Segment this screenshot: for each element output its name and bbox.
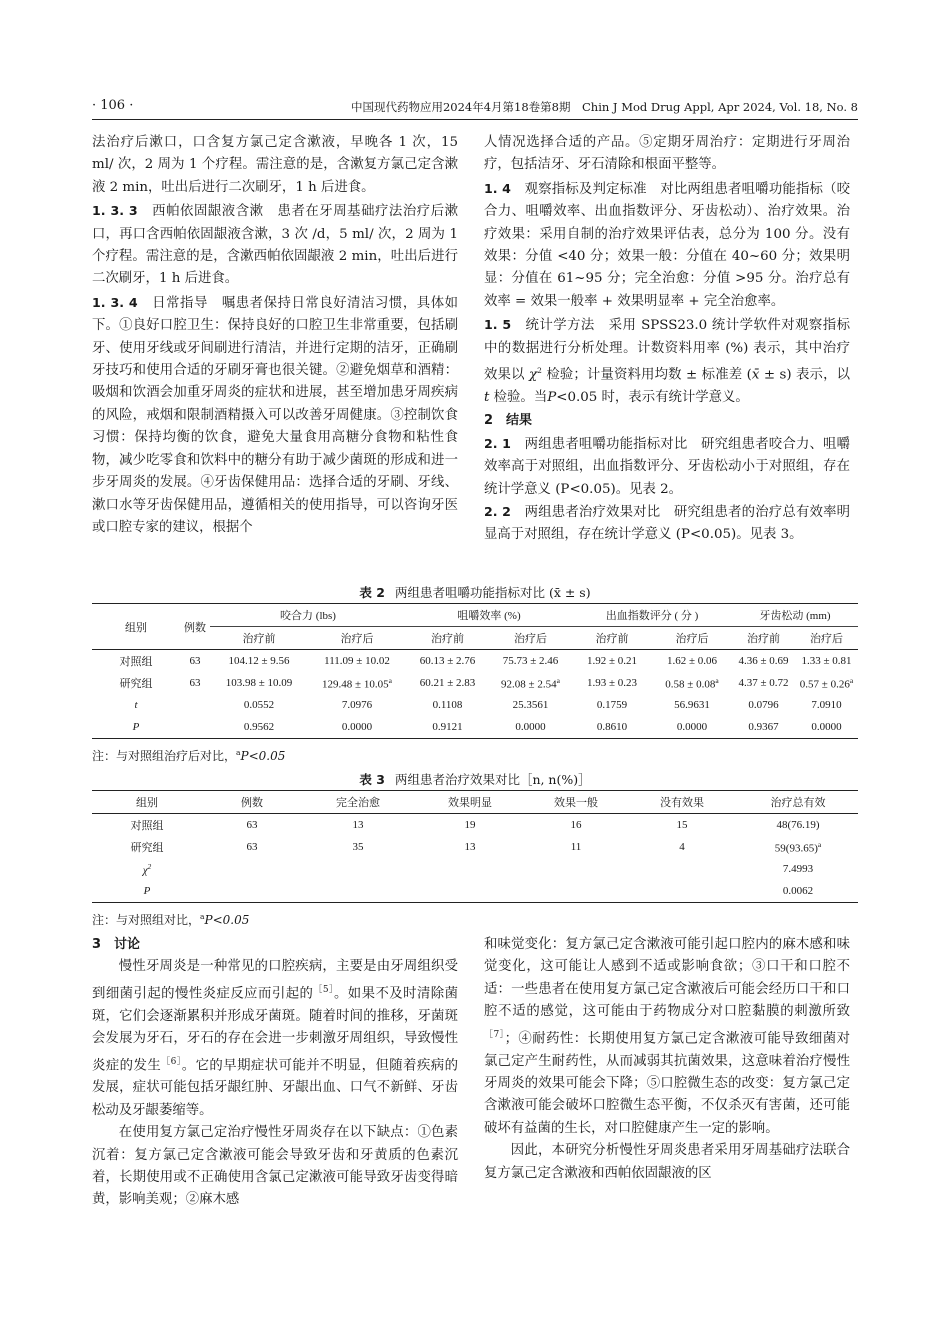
table-cell: 92.08 ± 2.54$^a$	[501, 675, 560, 691]
section-text-a: 采用 SPSS23.0 统计学软件对观察指标中的数据进行分析处理。计数资料用率 (%) 表示，其中治疗效果以	[484, 318, 851, 383]
table3-header: 组别	[92, 791, 202, 814]
row-n: 63	[189, 677, 201, 689]
text: 和味觉变化：复方氯己定含漱液可能引起口腔内的麻木感和味觉变化，这可能让人感到不适或影响食欲；③口干和口腔不适：一些患者在使用复方氯己定含漱液后可能会经历口干和口腔不适的感觉，这可能由于药物成分对口腔黏膜的刺激所致	[484, 937, 850, 1020]
table2-subheader: 治疗后	[652, 627, 732, 650]
table3-caption	[92, 770, 858, 788]
row-n	[180, 716, 210, 739]
table-cell: 0.1759	[596, 699, 628, 711]
row-label: P	[92, 716, 180, 739]
table-row	[92, 672, 858, 694]
table3-header: 没有效果	[626, 791, 738, 814]
table3-body	[92, 814, 858, 903]
table-cell	[414, 880, 526, 903]
table-row	[92, 716, 858, 739]
table-cell: 7.0910	[811, 699, 842, 711]
section-number: 1. 3. 4	[92, 294, 138, 310]
table-cell	[626, 880, 738, 903]
table-cell: 0.0796	[748, 699, 779, 711]
reference-5[interactable]: ［5］	[313, 984, 334, 995]
paragraph: 法治疗后漱口，口含复方氯己定含漱液，早晚各 1 次，15 ml/ 次，2 周为 1 个疗程。需注意的是，含漱复方氯己定含漱液 2 min，吐出后进行二次刷牙，1 h 后进食。	[92, 135, 458, 195]
t-symbol: t	[484, 389, 490, 405]
table2-header-metric: 咬合力 (lbs)	[210, 604, 406, 627]
table3-header: 效果一般	[526, 791, 626, 814]
table-cell: 1.33 ± 0.81	[801, 655, 852, 667]
section-title: 日常指导	[152, 295, 208, 311]
table-row	[92, 858, 858, 880]
section-text-c: ± s) 表示，以	[759, 367, 850, 383]
table2-subheader: 治疗后	[795, 627, 858, 650]
page-number: · 106 ·	[92, 98, 134, 113]
table-cell: 4.36 ± 0.69	[738, 655, 789, 667]
table-cell	[302, 880, 414, 903]
table2-subheader: 治疗后	[489, 627, 572, 650]
discussion-right	[484, 934, 850, 1185]
table-row	[92, 650, 858, 673]
table-row	[92, 836, 858, 858]
discussion-paragraph-2-cont	[484, 934, 850, 1140]
table-cell: 35	[352, 841, 364, 853]
note-text: 注：与对照组对比，	[92, 913, 201, 927]
paragraph: 人情况选择合适的产品。⑤定期牙周治疗：定期进行牙周治疗，包括洁牙、牙石清除和根面平整等。	[484, 135, 850, 173]
right-column-top	[484, 132, 850, 547]
text: 。它的早期症状可能并不明显，但随着疾病的发展，症状可能包括牙龈红肿、牙龈出血、口气不新鲜、牙齿松动及牙龈萎缩等。	[92, 1057, 459, 1118]
section-text: 嘱患者保持日常良好清洁习惯，具体如下。①良好口腔卫生：保持良好的口腔卫生非常重要，包括刷牙、使用牙线或牙间刷进行清洁，并进行定期的洁牙，正确刷牙技巧和使用合适的牙刷牙膏也很关键。②避免烟草和酒精：吸烟和饮酒会加重牙周炎的症状和进展，甚至增加患牙周疾病的风险，戒烟和限制酒精摄入可以改善牙周健康。③控制饮食习惯：保持均衡的饮食，避免大量食用高糖分食物和粘性食物，减少吃零食和饮料中的糖分有助于减少菌斑的形成和进一步牙周炎的发展。④牙齿保健用品：选择合适的牙刷、牙线、漱口水等牙齿保健用品，遵循相关的使用指导，可以咨询牙医或口腔专家的建议，根据个	[92, 295, 459, 535]
table2-body	[92, 650, 858, 739]
section-number: 1. 4	[484, 180, 511, 196]
row-n: 63	[189, 655, 201, 667]
section-1-4	[484, 178, 850, 313]
xbar-symbol: x̄	[751, 367, 760, 383]
row-label: $\chi^2$	[142, 861, 152, 877]
table2-subheader: 治疗前	[572, 627, 652, 650]
table3-header: 例数	[202, 791, 302, 814]
table2-header-n: 例数	[180, 604, 210, 650]
table-cell: 0.0000	[308, 716, 406, 739]
table2-subheader: 治疗前	[406, 627, 489, 650]
table2-subheader: 治疗后	[308, 627, 406, 650]
table3-note	[92, 911, 249, 928]
table-cell: 104.12 ± 9.56	[228, 655, 290, 667]
table-cell: 7.4993	[782, 863, 814, 875]
table-cell: 63	[246, 841, 258, 853]
section-text-d: 检验。当	[489, 389, 548, 405]
table-cell	[526, 880, 626, 903]
table2-title: 两组患者咀嚼功能指标对比 (x̄ ± s)	[394, 585, 591, 600]
section-number: 1. 5	[484, 317, 512, 333]
table-cell: 63	[246, 819, 258, 831]
table-cell: 60.21 ± 2.83	[419, 677, 476, 689]
table-cell	[302, 858, 414, 880]
reference-6[interactable]: ［6］	[161, 1056, 182, 1067]
table-cell: 13	[464, 841, 476, 853]
discussion-heading: 3 讨论	[92, 937, 141, 952]
section-text: 研究组患者咬合力、咀嚼效率高于对照组，出血指数评分、牙齿松动小于对照组，存在统计学意义 (P<0.05)。见表 2。	[484, 436, 851, 497]
table-cell: 129.48 ± 10.05$^a$	[322, 675, 392, 691]
table-cell: 0.9367	[732, 716, 795, 739]
row-label: 对照组	[130, 820, 164, 832]
note-sup: a	[200, 912, 205, 921]
section-number: 2. 1	[484, 435, 511, 451]
row-label: 对照组	[119, 656, 153, 668]
table-cell: 4.37 ± 0.72	[738, 677, 789, 689]
table-cell: 1.93 ± 0.23	[586, 677, 638, 689]
section-title: 两组患者咀嚼功能指标对比	[524, 436, 688, 452]
p-symbol: P	[547, 389, 557, 405]
table-cell: 60.13 ± 2.76	[419, 655, 476, 667]
section-title: 观察指标及判定标准	[524, 181, 647, 197]
table-row	[92, 814, 858, 837]
section-1-3-4	[92, 292, 458, 539]
note-sup: a	[236, 748, 241, 757]
table-cell	[202, 880, 302, 903]
table-cell: 0.9562	[210, 716, 308, 739]
section-title: 两组患者治疗效果对比	[524, 504, 661, 520]
table-row	[92, 880, 858, 903]
table-cell: 56.9631	[674, 699, 710, 711]
table-cell	[414, 858, 526, 880]
table-cell: 0.58 ± 0.08$^a$	[665, 675, 719, 691]
row-label: 研究组	[119, 678, 153, 690]
table2-header-group: 组别	[92, 604, 180, 650]
table-cell: 19	[464, 819, 476, 831]
journal-citation: 中国现代药物应用2024年4月第18卷第8期 Chin J Mod Drug Appl, Apr 2024, Vol. 18, No. 8	[350, 100, 858, 114]
table-cell: 13	[352, 819, 364, 831]
table-cell	[626, 858, 738, 880]
section-title: 西帕依固龈液含漱	[152, 204, 264, 220]
table-cell: 0.0000	[489, 716, 572, 739]
table-cell: 0.0552	[243, 699, 275, 711]
discussion-paragraph-2: 在使用复方氯己定治疗慢性牙周炎存在以下缺点：①色素沉着：复方氯己定含漱液可能会导致牙齿和牙黄质的色素沉着，长期使用或不正确使用含氯己定漱液可能导致牙齿变得暗黄，影响美观；②麻木感	[92, 1125, 458, 1208]
section-2-1	[484, 433, 850, 501]
table-cell: 111.09 ± 10.02	[324, 655, 390, 667]
discussion-paragraph-1	[92, 956, 458, 1122]
section-text: 研究组患者的治疗总有效率明显高于对照组，存在统计学意义 (P<0.05)。见表 3。	[484, 504, 851, 543]
table2-header-metric: 出血指数评分 ( 分 )	[572, 604, 732, 627]
table-cell: 75.73 ± 2.46	[502, 655, 559, 667]
section-2-2	[484, 501, 850, 547]
note-p: P<0.05	[240, 749, 286, 763]
reference-7[interactable]: ［7］	[484, 1029, 505, 1040]
section-1-3-3	[92, 200, 458, 291]
table-cell: 0.8610	[572, 716, 652, 739]
table-cell: 0.57 ± 0.26$^a$	[799, 675, 854, 691]
table2-label: 表 2	[359, 585, 385, 600]
table2-subheader: 治疗前	[210, 627, 308, 650]
table-cell: 7.0976	[341, 699, 373, 711]
table3	[92, 790, 858, 903]
note-p: P<0.05	[204, 913, 250, 927]
discussion-left	[92, 934, 458, 1212]
table-cell: 25.3561	[512, 699, 549, 711]
note-text: 注：与对照组治疗后对比，	[92, 749, 237, 763]
table2-header-metric: 牙齿松动 (mm)	[732, 604, 858, 627]
table2-caption	[92, 583, 858, 601]
section-number: 1. 3. 3	[92, 203, 138, 219]
table-cell: 103.98 ± 10.09	[225, 677, 293, 689]
section-text-b: 检验；计量资料用均数 ± 标准差 (	[541, 367, 752, 383]
section-text: 对比两组患者咀嚼功能指标（咬合力、咀嚼效率、出血指数评分、牙齿松动）、治疗效果。治疗效果：采用自制的治疗效果评估表，总分为 100 分。没有效果：分值 <40 分；效果一般：分值在 40~60 分；效果明显：分值在 61~95 分；完全治愈：分值 >95 分。治疗总有效率 = 效果一般率 + 效果明显率 + 完全治愈率。	[484, 181, 851, 309]
table-cell: 0.0062	[738, 880, 858, 903]
discussion-paragraph-3: 因此，本研究分析慢性牙周炎患者采用牙周基础疗法联合复方氯己定含漱液和西帕依固龈液的区	[484, 1143, 850, 1181]
text: 。如果不及时清除菌斑，它们会逐渐累积并形成牙菌斑。随着时间的推移，牙菌斑会发展为牙石，牙石的存在会进一步刺激牙周组织，导致慢性炎症的发生	[92, 986, 459, 1073]
table-cell	[526, 858, 626, 880]
table-cell: 0.0000	[795, 716, 858, 739]
section-title: 统计学方法	[525, 318, 595, 334]
table3-header: 治疗总有效	[738, 791, 858, 814]
table-cell: 1.62 ± 0.06	[666, 655, 718, 667]
table-cell: 4	[679, 841, 685, 853]
row-label: t	[134, 699, 138, 711]
section-text-e: <0.05 时，表示有统计学意义。	[556, 389, 749, 405]
table2-header-metric: 咀嚼效率 (%)	[406, 604, 572, 627]
table2	[92, 603, 858, 739]
section-number: 2. 2	[484, 503, 511, 519]
table-cell: 11	[570, 841, 582, 853]
table-cell: 16	[570, 819, 582, 831]
section-text: 患者在牙周基础疗法治疗后漱口，再口含西帕依固龈液含漱，3 次 /d，5 ml/ 次，2 周为 1 个疗程。需注意的是，含漱西帕依固龈液 2 min，吐出后进行二次刷牙，1 h 后进食。	[92, 204, 459, 287]
running-header	[92, 95, 858, 120]
table-cell: 0.0000	[652, 716, 732, 739]
text: ；④耐药性：长期使用复方氯己定含漱液可能导致细菌对氯己定产生耐药性，从而减弱其抗菌效果，这意味着治疗慢性牙周炎的效果可能会下降；⑤口腔微生态的改变：复方氯己定含漱液可能会破坏口腔微生态平衡，不仅杀灭有害菌，还可能破坏有益菌的生长，对口腔健康产生一定的影响。	[484, 1031, 850, 1136]
table-cell: 48(76.19)	[776, 819, 820, 831]
section-1-5: 1. 5 统计学方法 采用 SPSS23.0 统计学软件对观察指标中的数据进行分析处理。计数资料用率 (%) 表示，其中治疗效果以 $\chi^2$ 检验；计量资料用均数 ± 标准差 (x̄ ± s) 表示，以 t 检验。当P<0.05 时，表示有统计学意义。	[484, 317, 851, 405]
left-column-top	[92, 132, 458, 539]
table3-header: 效果明显	[414, 791, 526, 814]
table-cell: 15	[676, 819, 688, 831]
table3-title: 两组患者治疗效果对比［n, n(%)］	[394, 772, 591, 787]
text: 慢性牙周炎是一种常见的口腔疾病，主要是由牙周组织受到细菌引起的慢性炎症反应而引起的	[92, 959, 458, 1002]
row-n	[180, 694, 210, 716]
table3-label: 表 3	[359, 772, 385, 787]
row-label: P	[92, 880, 202, 903]
table-cell: 1.92 ± 0.21	[586, 655, 638, 667]
table2-note	[92, 747, 285, 764]
table-cell: 0.1108	[432, 699, 463, 711]
table-cell: 0.9121	[406, 716, 489, 739]
table-row	[92, 694, 858, 716]
table3-header: 完全治愈	[302, 791, 414, 814]
section-2-heading: 2 结果	[484, 413, 533, 429]
table-cell	[202, 858, 302, 880]
row-label: 研究组	[130, 842, 164, 854]
table2-subheader: 治疗前	[732, 627, 795, 650]
chi-symbol: χ	[529, 367, 538, 383]
table-cell: $59(93.65)^a$	[774, 839, 822, 855]
